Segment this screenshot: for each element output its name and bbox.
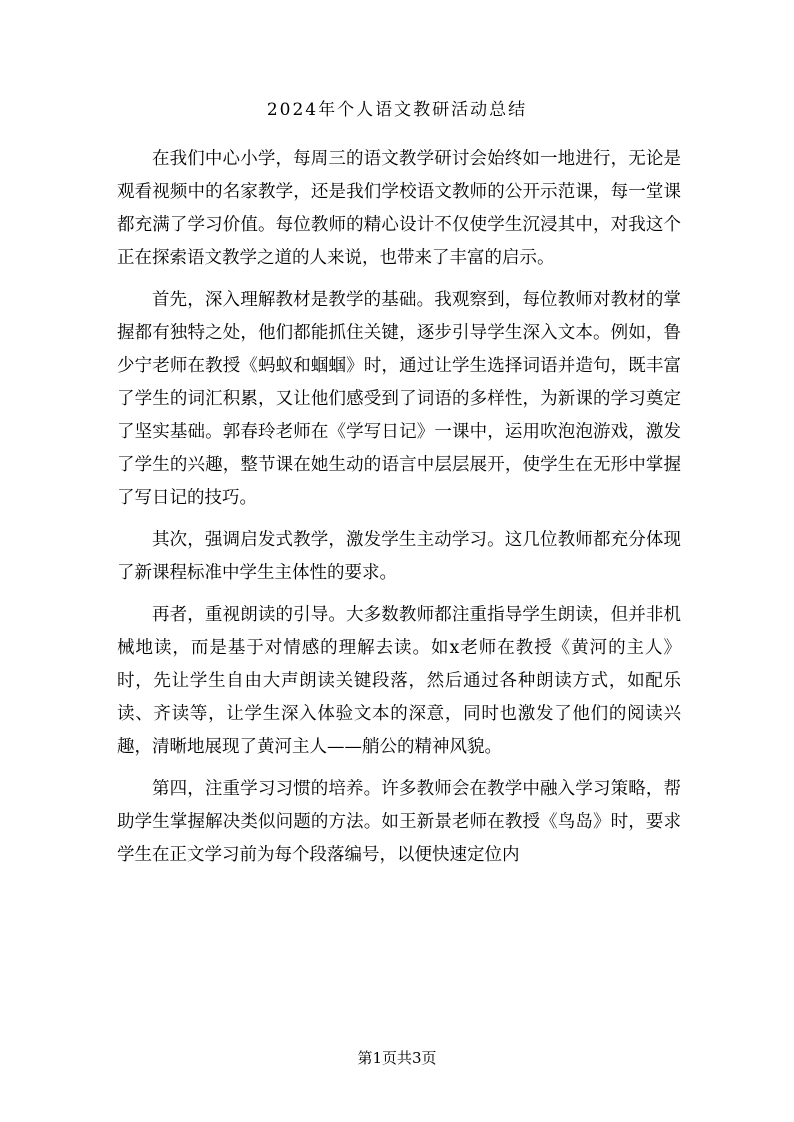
paragraph-second: 其次，强调启发式教学，激发学生主动学习。这几位教师都充分体现了新课程标准中学生主体性的要求。 (117, 530, 681, 583)
paragraph-intro: 在我们中心小学，每周三的语文教学研讨会始终如一地进行，无论是观看视频中的名家教学，还是我们学校语文教师的公开示范课，每一堂课都充满了学习价值。每位教师的精心设计不仅使学生沉浸其中，对我这个正在探索语文教学之道的人来说，也带来了丰富的启示。 (117, 149, 681, 268)
document-body (117, 143, 681, 881)
paragraph-third: 再者，重视朗读的引导。大多数教师都注重指导学生朗读，但并非机械地读，而是基于对情感的理解去读。如x老师在教授《黄河的主人》时，先让学生自由大声朗读关键段落，然后通过各种朗读方式，如配乐读、齐读等，让学生深入体验文本的深意，同时也激发了他们的阅读兴趣，清晰地展现了黄河主人——艄公的精神风貌。 (117, 605, 681, 757)
paragraph-fourth: 第四，注重学习习惯的培养。许多教师会在教学中融入学习策略，帮助学生掌握解决类似问题的方法。如王新景老师在教授《鸟岛》时，要求学生在正文学习前为每个段落编号，以便快速定位内 (117, 779, 681, 865)
page-number-footer: 第1页共3页 (357, 1049, 437, 1067)
paragraph-first: 首先，深入理解教材是教学的基础。我观察到，每位教师对教材的掌握都有独特之处，他们都能抓住关键，逐步引导学生深入文本。例如，鲁少宁老师在教授《蚂蚁和蝈蝈》时，通过让学生选择词语并造句，既丰富了学生的词汇积累，又让他们感受到了词语的多样性，为新课的学习奠定了坚实基础。郭春玲老师在《学写日记》一课中，运用吹泡泡游戏，激发了学生的兴趣，整节课在她生动的语言中层层展开，使学生在无形中掌握了写日记的技巧。 (117, 290, 681, 508)
document-title: 2024年个人语文教研活动总结 (266, 100, 528, 120)
